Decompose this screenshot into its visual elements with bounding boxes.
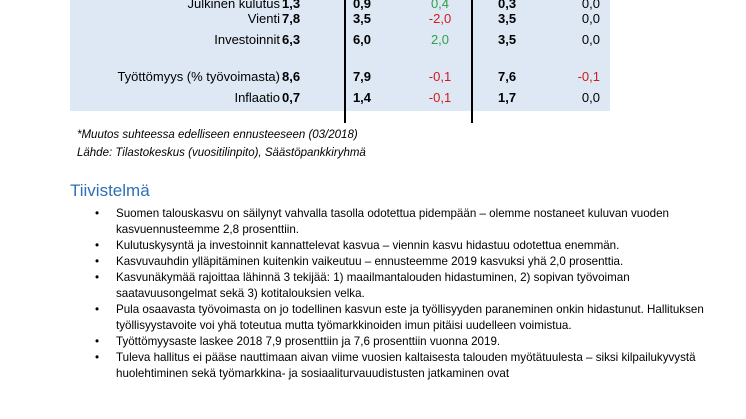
table-row xyxy=(70,88,610,108)
table-row xyxy=(70,9,610,29)
summary-list xyxy=(70,206,710,382)
list-item-text: Kulutuskysyntä ja investoinnit kannattelevat kasvua – viennin kasvu hidastuu odotettua enemmän. xyxy=(116,239,620,252)
value-2019: 7,6 xyxy=(498,69,517,84)
list-item-text: Kasvuvauhdin ylläpitäminen kuitenkin vaikeutuu – ennusteemme 2019 kasvuksi yhä 2,0 prosenttia. xyxy=(116,255,624,268)
row-label: Investoinnit xyxy=(214,32,280,47)
bullet-icon: • xyxy=(94,239,100,252)
list-item xyxy=(70,238,710,254)
row-label: Inflaatio xyxy=(234,90,280,105)
list-item-text: Kasvunäkymää rajoittaa lähinnä 3 tekijää: 1) maailmantalouden hidastuminen, 2) sopivan työvoiman saatavuusongelmat sekä 3) kotitalouksien velka. xyxy=(116,271,630,300)
bullet-icon: • xyxy=(94,351,100,364)
value-2017: 0,7 xyxy=(282,90,301,105)
list-item xyxy=(70,270,710,302)
change-2019: 0,0 xyxy=(581,0,600,11)
column-divider xyxy=(471,0,473,123)
change-2018: -0,1 xyxy=(428,90,452,105)
value-2019: 1,7 xyxy=(498,90,517,105)
column-divider xyxy=(344,0,346,123)
change-2019: 0,0 xyxy=(581,90,600,105)
value-2017: 7,8 xyxy=(282,11,301,26)
bullet-icon: • xyxy=(94,255,100,268)
value-2017: 6,3 xyxy=(282,32,301,47)
change-2018: -0,1 xyxy=(428,69,452,84)
value-2019: 3,5 xyxy=(498,11,517,26)
value-2019: 3,5 xyxy=(498,32,517,47)
change-2018: 0,4 xyxy=(430,0,450,11)
list-item xyxy=(70,206,710,238)
bullet-icon: • xyxy=(94,207,100,220)
value-2018: 7,9 xyxy=(352,69,372,84)
value-2017: 1,3 xyxy=(282,0,301,11)
bullet-icon: • xyxy=(94,303,100,316)
list-item xyxy=(70,302,710,334)
change-2018: -2,0 xyxy=(428,11,452,26)
section-heading: Tiivistelmä xyxy=(70,181,150,200)
change-2018: 2,0 xyxy=(430,32,450,47)
list-item xyxy=(70,334,710,350)
value-2018: 6,0 xyxy=(352,32,372,47)
table-row xyxy=(70,30,610,50)
table-row xyxy=(70,67,610,87)
change-2019: 0,0 xyxy=(581,11,600,26)
value-2017: 8,6 xyxy=(282,69,301,84)
bullet-icon: • xyxy=(94,335,100,348)
list-item-text: Tuleva hallitus ei pääse nauttimaan aivan viime vuosien kaltaisesta talouden myötätuulesta – siksi kilpailukyvystä huolehtiminen sekä työmarkkina- ja sosiaaliturvauudistusten jatkaminen ovat xyxy=(116,351,696,380)
source-note: Lähde: Tilastokeskus (vuositilinpito), Säästöpankkiryhmä xyxy=(77,147,366,159)
list-item-text: Työttömyysaste laskee 2018 7,9 prosenttiin ja 7,6 prosenttiin vuonna 2019. xyxy=(116,335,501,348)
row-label: Vienti xyxy=(247,11,280,26)
row-label: Julkinen kulutus xyxy=(187,0,280,11)
footnote: *Muutos suhteessa edelliseen ennusteeseen (03/2018) xyxy=(77,129,358,141)
row-label: Työttömyys (% työvoimasta) xyxy=(117,69,280,84)
change-2019: 0,0 xyxy=(581,32,600,47)
list-item xyxy=(70,350,710,382)
value-2018: 3,5 xyxy=(352,11,372,26)
list-item xyxy=(70,254,710,270)
forecast-table xyxy=(0,0,746,123)
change-2019: -0,1 xyxy=(577,69,600,84)
list-item-text: Pula osaavasta työvoimasta on jo todellinen kasvun este ja työllisyyden paraneminen onkin hidastunut. Hallituksen työllisyystavoite voi yhä toteutua mutta työmarkkinoiden imun pitäisi uudelleen voimistua. xyxy=(116,303,704,332)
bullet-icon: • xyxy=(94,271,100,284)
value-2019: 0,3 xyxy=(498,0,517,11)
table-notes xyxy=(77,126,366,162)
value-2018: 1,4 xyxy=(352,90,372,105)
list-item-text: Suomen talouskasvu on säilynyt vahvalla tasolla odotettua pidempään – olemme nostaneet kuluvan vuoden kasvuennusteemme 2,8 prosenttiin. xyxy=(116,207,669,236)
value-2018: 0,9 xyxy=(352,0,372,11)
